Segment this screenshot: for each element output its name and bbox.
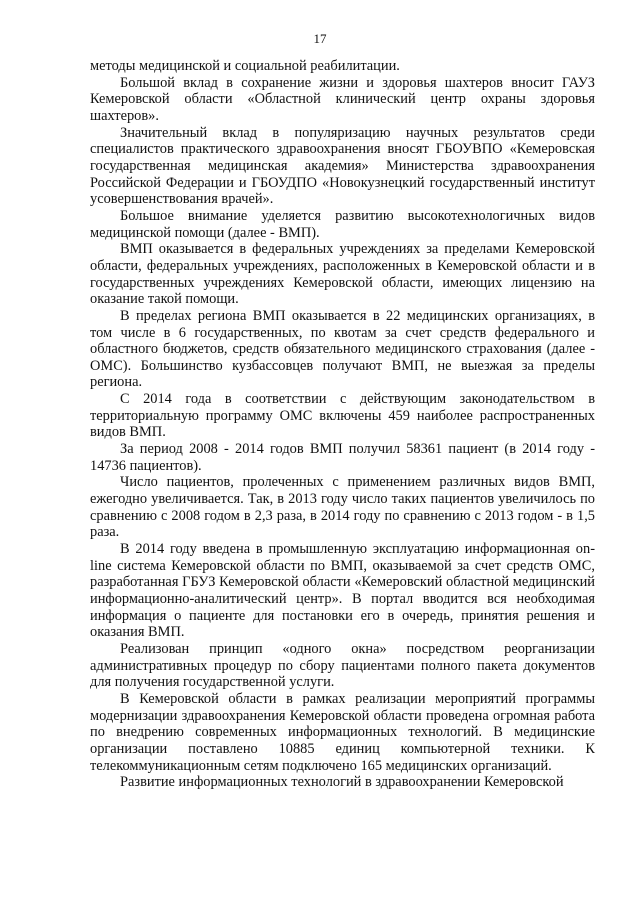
paragraph-13: Развитие информационных технологий в здравоохранении Кемеровской (120, 774, 564, 791)
paragraph-3: Значительный вклад в популяризацию научных результатов среди специалистов практического здравоохранения вносят ГБОУВПО «Кемеровская государственная медицинская академия» Министерства здравоохранения Российской Федерации и ГБОУДПО «Новокузнецкий государственный институт усовершенствования врачей». (90, 124, 595, 208)
paragraph-4: Большое внимание уделяется развитию высокотехнологичных видов медицинской помощи (далее - ВМП). (90, 207, 595, 241)
paragraph-6: В пределах региона ВМП оказывается в 22 медицинских организациях, в том числе в 6 государственных, по квотам за счет средств федерального и областного бюджетов, средств обязательного медицинского страхования (далее - ОМС). Большинство кузбассовцев получают ВМП, не выезжая за пределы региона. (90, 307, 595, 391)
paragraph-11: Реализован принцип «одного окна» посредством реорганизации административных процедур по сбору пациентами полного пакета документов для получения государственной услуги. (90, 640, 595, 691)
paragraph-9: Число пациентов, пролеченных с применением различных видов ВМП, ежегодно увеличивается. Так, в 2013 году число таких пациентов увеличилось по сравнению с 2008 годом в 2,3 раза, в 2014 году по сравнению с 2013 годом - в 1,5 раза. (90, 474, 595, 541)
paragraph-10: В 2014 году введена в промышленную эксплуатацию информационная on-line система Кемеровской области по ВМП, оказываемой за счет средств ОМС, разработанная ГБУЗ Кемеровской области «Кемеровский областной медицинский информационно-аналитический центр». В портал вводится вся необходимая информация о пациенте для постановки его в очередь, принятия решения и оказания ВМП. (90, 541, 595, 641)
paragraph-1: методы медицинской и социальной реабилитации. (90, 58, 400, 74)
page-number: 17 (313, 31, 327, 46)
paragraph-2: Большой вклад в сохранение жизни и здоровья шахтеров вносит ГАУЗ Кемеровской области «Областной клинический центр охраны здоровья шахтеров». (90, 74, 595, 124)
document-body (90, 58, 595, 791)
paragraph-12: В Кемеровской области в рамках реализации мероприятий программы модернизации здравоохранения Кемеровской области проведена огромная работа по внедрению современных информационных технологий. В медицинские организации поставлено 10885 единиц компьютерной техники. К телекоммуникационным сетям подключено 165 медицинских организаций. (90, 690, 595, 774)
paragraph-8: За период 2008 - 2014 годов ВМП получил 58361 пациент (в 2014 году - 14736 пациентов). (90, 441, 595, 474)
paragraph-5: ВМП оказывается в федеральных учреждениях за пределами Кемеровской области, федеральных учреждениях, расположенных в Кемеровской области и в государственных учреждениях Кемеровской области, имеющих лицензию на оказание такой помощи. (90, 241, 595, 308)
paragraph-7: С 2014 года в соответствии с действующим законодательством в территориальную программу ОМС включены 459 наиболее распространенных видов ВМП. (90, 391, 595, 441)
